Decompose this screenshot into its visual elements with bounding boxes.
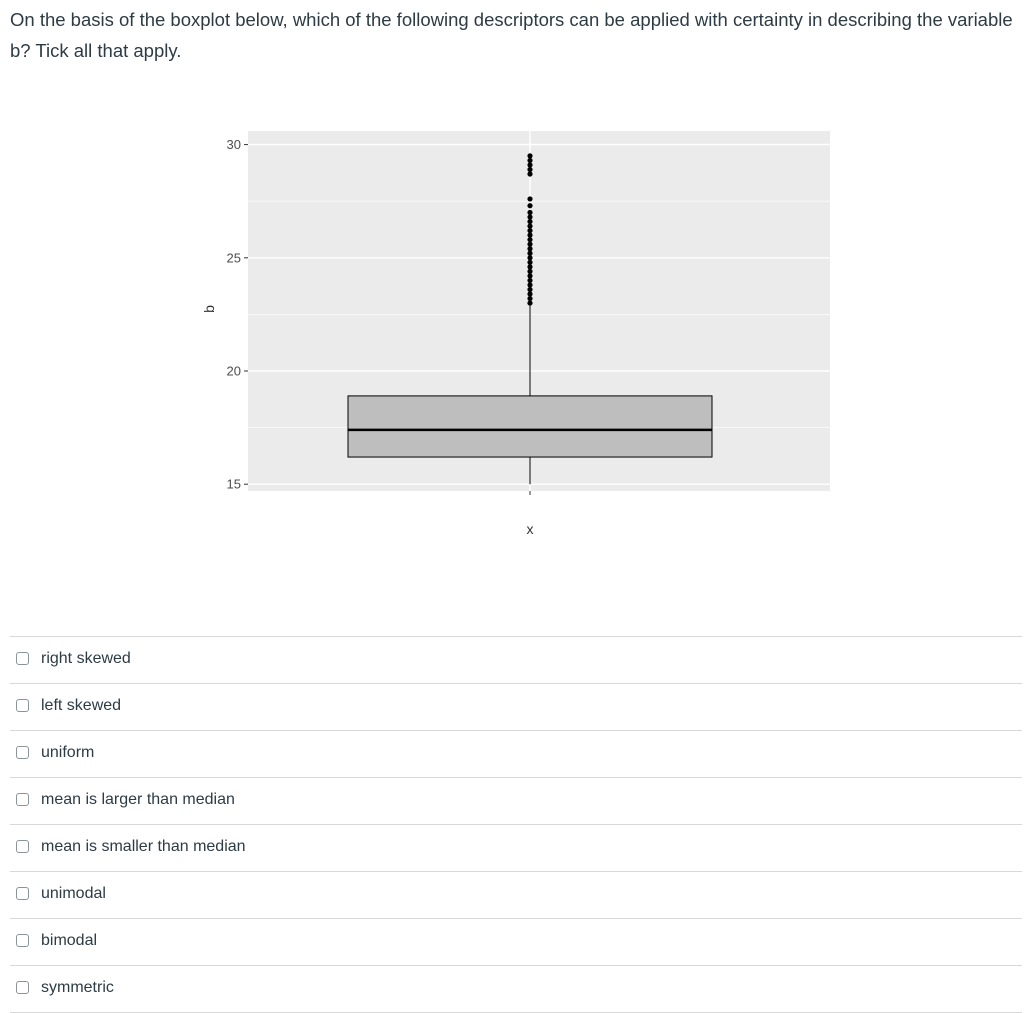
outlier-point — [527, 300, 532, 305]
outlier-point — [527, 153, 532, 158]
outlier-point — [527, 233, 532, 238]
outlier-point — [527, 260, 532, 265]
checkbox[interactable] — [16, 699, 29, 712]
answer-option[interactable] — [10, 919, 1022, 966]
answer-option[interactable] — [10, 825, 1022, 872]
answer-label: mean is smaller than median — [41, 838, 246, 855]
x-tick-label: x — [526, 521, 534, 537]
outlier-point — [527, 282, 532, 287]
checkbox[interactable] — [16, 887, 29, 900]
answer-option[interactable] — [10, 778, 1022, 825]
answer-list — [10, 636, 1022, 1013]
outlier-point — [527, 162, 532, 167]
outlier-point — [527, 228, 532, 233]
answer-label: right skewed — [41, 650, 131, 667]
outlier-point — [527, 251, 532, 256]
checkbox[interactable] — [16, 746, 29, 759]
outlier-point — [527, 255, 532, 260]
y-axis — [227, 137, 248, 492]
y-tick-label: 25 — [226, 250, 241, 266]
y-tick-label: 15 — [226, 476, 241, 492]
outlier-point — [527, 214, 532, 219]
y-tick-label: 30 — [226, 137, 241, 153]
interquartile-box — [348, 396, 712, 457]
answer-option[interactable] — [10, 731, 1022, 778]
y-axis-label: b — [201, 305, 217, 313]
checkbox[interactable] — [16, 981, 29, 994]
outlier-point — [527, 269, 532, 274]
answer-option[interactable] — [10, 684, 1022, 731]
outlier-point — [527, 196, 532, 201]
answer-label: unimodal — [41, 885, 106, 902]
question-text: On the basis of the boxplot below, which of the following descriptors can be applied with certainty in describing the variable b? Tick all that apply. — [10, 9, 1013, 61]
checkbox[interactable] — [16, 793, 29, 806]
x-axis — [527, 491, 534, 537]
outlier-point — [527, 210, 532, 215]
outlier-point — [527, 246, 532, 251]
outlier-point — [527, 287, 532, 292]
outlier-point — [527, 223, 532, 228]
outlier-point — [527, 203, 532, 208]
outlier-point — [527, 273, 532, 278]
outlier-point — [527, 242, 532, 247]
answer-label: mean is larger than median — [41, 791, 235, 808]
outlier-point — [527, 219, 532, 224]
outlier-point — [527, 278, 532, 283]
outlier-point — [527, 171, 532, 176]
outlier-point — [527, 167, 532, 172]
answer-label: bimodal — [41, 932, 98, 949]
y-tick-label: 20 — [226, 363, 241, 379]
outlier-point — [527, 158, 532, 163]
checkbox[interactable] — [16, 840, 29, 853]
answer-label: symmetric — [41, 979, 114, 996]
answer-option[interactable] — [10, 966, 1022, 1013]
checkbox[interactable] — [16, 934, 29, 947]
outlier-point — [527, 237, 532, 242]
answer-option[interactable] — [10, 637, 1022, 684]
answer-label: left skewed — [41, 697, 122, 714]
outlier-point — [527, 291, 532, 296]
checkbox[interactable] — [16, 652, 29, 665]
outlier-point — [527, 264, 532, 269]
answer-label: uniform — [41, 744, 95, 761]
answer-option[interactable] — [10, 872, 1022, 919]
outlier-point — [527, 296, 532, 301]
